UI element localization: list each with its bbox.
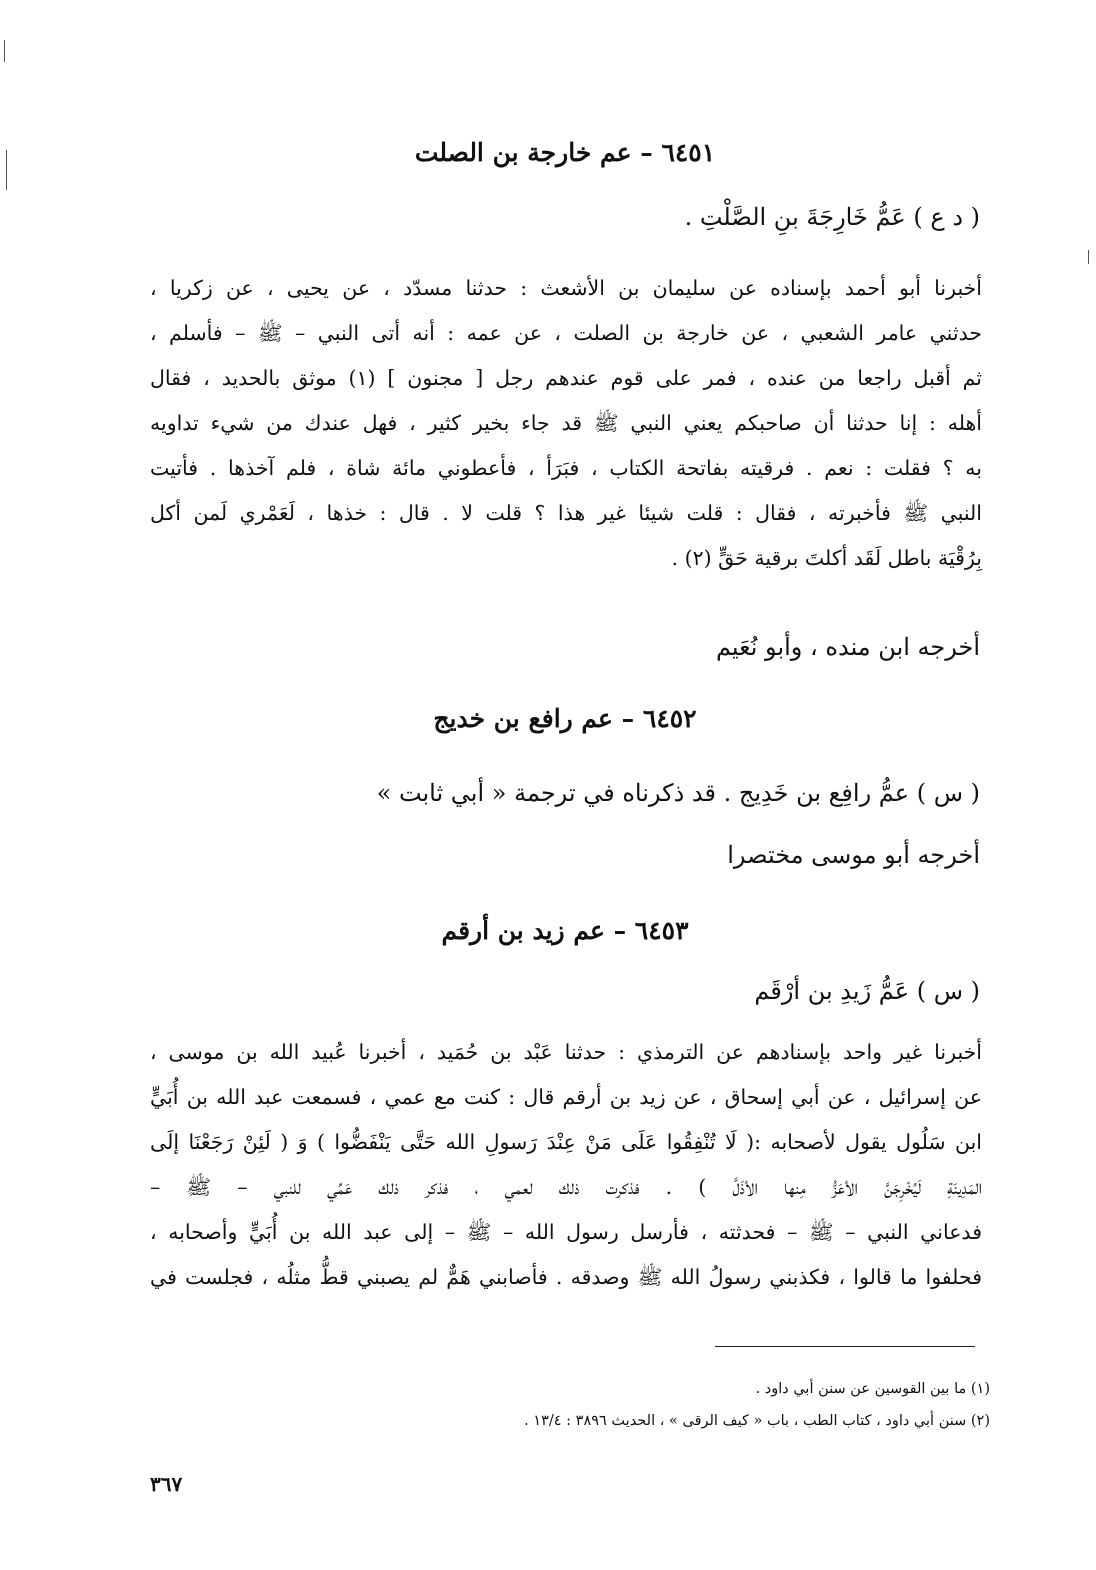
paragraph-line: عن إسرائيل ، عن أبي إسحاق ، عن زيد بن أرقم قال : كنت مع عمي ، فسمعت عبد الله بن أُبَيٍّ <box>150 1085 982 1109</box>
paragraph-line: النبي ﷺ فأخبرته ، فقال : قلت شيئا غير هذا ؟ قلت لا . قال : خذها ، لَعَمْري لَمن أكل <box>150 501 982 525</box>
entry-lead-6451: ( د ع ) عَمُّ خَارِجَةَ بنِ الصَّلْتِ . <box>684 203 980 231</box>
paragraph-line: فدعاني النبي – ﷺ – فحدثته ، فأرسل رسول الله – ﷺ – إلى عبد الله بن أُبَيٍّ وأصحابه ، <box>150 1220 982 1244</box>
paragraph-line: المَدِينَةِ لَيُخْرِجَنَّ الأعَزُّ مِنها الأذَلَّ ) . فذكرت ذلك لعمي ، فذكر ذلك عَمِّي للنبي – ﷺ – <box>150 1175 982 1199</box>
paragraph-line: أهله : إنا حدثنا أن صاحبكم يعني النبي ﷺ قد جاء بخير كثير ، فهل عندك من شيء تداويه <box>150 411 982 435</box>
paragraph-line: أخبرنا غير واحد بإسنادهم عن الترمذي : حدثنا عَبْد بن حُمَيد ، أخبرنا عُبيد الله بن موسى ، <box>150 1040 982 1064</box>
scan-mark-middle <box>6 150 7 190</box>
scan-mark-right <box>1088 250 1089 264</box>
footnote-1: (١) ما بين القوسين عن سنن أبي داود . <box>755 1381 990 1397</box>
paragraph-line: فحلفوا ما قالوا ، فكذبني رسولُ الله ﷺ وصدقه . فأصابني هَمٌّ لم يصبني قطُّ مثلُه ، فجلست في <box>150 1265 982 1289</box>
paragraph-line: بِرُقْيَة باطل لَقَد أكلتَ برقية حَقٍّ (٢) . <box>671 546 982 570</box>
entry-source-6452: أخرجه أبو موسى مختصرا <box>727 841 980 869</box>
entry-lead-6453: ( س ) عَمُّ زَيدِ بن أرْقَم <box>754 977 980 1005</box>
paragraph-line: أخبرنا أبو أحمد بإسناده عن سليمان بن الأشعث : حدثنا مسدّد ، عن يحيى ، عن زكريا ، <box>150 276 982 300</box>
entry-heading-6452: ٦٤٥٢ – عم رافع بن خديج <box>433 704 697 733</box>
footnote-divider <box>715 1346 975 1347</box>
entry-paragraph-6451 <box>150 266 982 581</box>
paragraph-line: به ؟ فقلت : نعم . فرقيته بفاتحة الكتاب ، فبَرَأ ، فأعطوني مائة شاة ، فلم آخذها . فأتيت <box>150 456 982 480</box>
entry-heading-6451: ٦٤٥١ – عم خارجة بن الصلت <box>414 138 716 167</box>
scan-mark-top <box>4 40 5 62</box>
entry-source-6451: أخرجه ابن منده ، وأبو نُعَيم <box>715 633 980 661</box>
entry-heading-6453: ٦٤٥٣ – عم زيد بن أرقم <box>441 916 689 945</box>
entry-paragraph-6453 <box>150 1030 982 1300</box>
entry-lead-6452: ( س ) عمُّ رافِع بن خَدِيج . قد ذكرناه في ترجمة « أبي ثابت » <box>376 779 980 807</box>
paragraph-line: ابن سَلُول يقول لأصحابه :( لَا تُنْفِقُوا عَلَى مَنْ عِنْدَ رَسولِ الله حَتَّى يَنْفَضُّوا ) وَ ( لَئِنْ رَجَعْنَا إلَى <box>150 1130 982 1154</box>
paragraph-line: حدثني عامر الشعبي ، عن خارجة بن الصلت ، عن عمه : أنه أتى النبي – ﷺ – فأسلم ، <box>150 321 982 345</box>
paragraph-line: ثم أقبل راجعا من عنده ، فمر على قوم عندهم رجل [ مجنون ] (١) موثق بالحديد ، فقال <box>150 366 982 390</box>
page-number: ٣٦٧ <box>150 1472 183 1496</box>
footnote-2: (٢) سنن أبي داود ، كتاب الطب ، باب « كيف الرقى » ، الحديث ٣٨٩٦ : ١٣/٤ . <box>524 1413 990 1429</box>
